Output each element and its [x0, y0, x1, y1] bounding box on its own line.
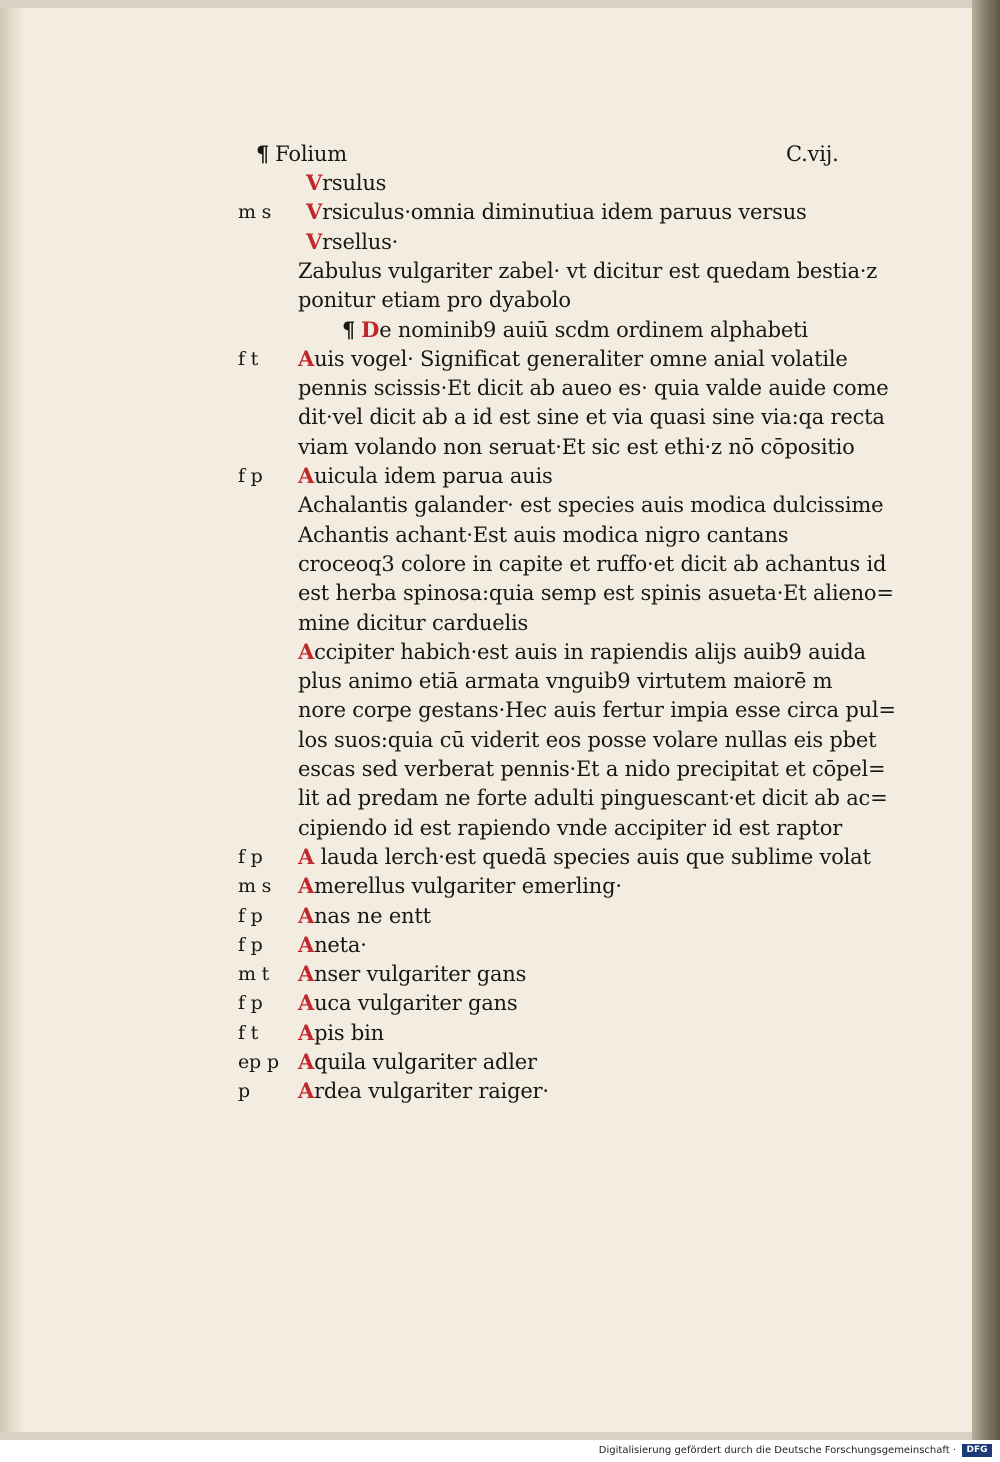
- line-body: [306, 198, 807, 226]
- line-text: rsiculus·omnia diminutiua idem paruus versus: [322, 200, 807, 225]
- line-text: los suos:quia cū viderit eos posse volare nullas eis pbet: [298, 727, 877, 752]
- line-text: uca vulgariter gans: [314, 991, 518, 1016]
- text-line: [238, 696, 896, 724]
- text-line: [238, 638, 866, 666]
- rubricated-initial: A: [298, 902, 315, 928]
- text-line: [238, 403, 885, 431]
- line-body: [298, 403, 885, 431]
- line-text: Achalantis galander· est species auis modica dulcissime: [298, 493, 884, 518]
- rubricated-initial: A: [298, 1019, 315, 1045]
- rubricated-initial: V: [306, 199, 323, 225]
- text-line: [238, 316, 858, 344]
- margin-gloss: f p: [238, 904, 263, 927]
- rubricated-initial: A: [298, 873, 315, 899]
- margin-gloss: p: [238, 1080, 250, 1103]
- line-text: lauda lerch·est quedā species auis que sublime volat: [314, 844, 871, 869]
- dfg-logo: DFG: [962, 1444, 992, 1457]
- text-line: [238, 1077, 858, 1105]
- rubricated-initial: A: [298, 931, 315, 957]
- line-text: quila vulgariter adler: [314, 1050, 537, 1074]
- rubricated-initial: A: [298, 990, 315, 1016]
- text-line: [238, 462, 858, 490]
- line-body: [342, 316, 808, 344]
- text-line: [238, 1019, 858, 1047]
- text-line: [238, 931, 858, 959]
- rubricated-initial: A: [298, 638, 315, 664]
- text-line: [238, 960, 858, 988]
- text-line: [238, 491, 884, 519]
- line-body: [298, 521, 788, 549]
- line-body: [298, 550, 886, 578]
- text-line: [238, 667, 858, 695]
- text-line: [238, 902, 858, 930]
- rubricated-initial: V: [306, 170, 323, 195]
- line-body: [298, 1077, 549, 1105]
- margin-gloss: f t: [238, 347, 259, 370]
- margin-gloss: ep p: [238, 1051, 279, 1073]
- text-line: [238, 257, 878, 285]
- line-text: pennis scissis·Et dicit ab aueo es· quia valde auide come: [298, 376, 889, 401]
- margin-gloss: f p: [238, 933, 263, 956]
- margin-gloss: f p: [238, 992, 263, 1015]
- line-text: uicula idem parua auis: [314, 464, 553, 488]
- text-line: [238, 872, 858, 900]
- line-body: [298, 1048, 537, 1076]
- funding-notice: Digitalisierung gefördert durch die Deutsche Forschungsgemeinschaft ·: [598, 1445, 956, 1456]
- line-text: rsulus: [322, 171, 387, 195]
- rubricated-initial: A: [298, 843, 315, 869]
- line-text: Achantis achant·Est auis modica nigro cantans: [298, 522, 789, 547]
- rubricated-initial: A: [298, 463, 315, 488]
- line-body: [298, 667, 832, 695]
- text-line: [238, 374, 889, 402]
- line-body: [298, 931, 367, 959]
- line-text: merellus vulgariter emerling·: [314, 874, 622, 899]
- line-body: [298, 843, 871, 871]
- line-body: [298, 960, 526, 988]
- line-text: lit ad predam ne forte adulti pinguescant·et dicit ab ac=: [298, 786, 888, 811]
- text-line: [238, 433, 858, 461]
- text-line: [238, 286, 858, 314]
- text-line: [238, 345, 858, 373]
- line-body: [298, 784, 888, 812]
- rubricated-initial: V: [306, 228, 323, 254]
- text-line: [238, 755, 886, 783]
- line-text: escas sed verberat pennis·Et a nido precipitat et cōpel=: [298, 757, 886, 781]
- margin-gloss: m s: [238, 201, 272, 224]
- text-line: [238, 609, 858, 637]
- margin-gloss: f p: [238, 845, 263, 868]
- text-line: [238, 784, 888, 812]
- line-text: est herba spinosa:quia semp est spinis asueta·Et alieno=: [298, 581, 894, 606]
- line-body: [298, 726, 876, 754]
- text-line: [238, 726, 877, 754]
- running-header-left: [256, 140, 347, 168]
- text-line: [238, 550, 887, 578]
- line-body: [298, 989, 517, 1017]
- line-body: [298, 286, 571, 314]
- line-body: [298, 696, 896, 724]
- line-text: nas ne entt: [314, 903, 431, 928]
- margin-gloss: m t: [238, 963, 270, 986]
- line-body: [298, 257, 877, 285]
- book-spine-edge: [972, 0, 1000, 1440]
- line-body: [298, 872, 622, 900]
- line-body: [298, 374, 888, 402]
- text-line: [238, 843, 871, 871]
- margin-gloss: f p: [238, 465, 263, 487]
- line-text: neta·: [314, 932, 367, 957]
- line-text: viam volando non seruat·Et sic est ethi·z nō cōpositio: [298, 434, 855, 459]
- line-body: [298, 902, 431, 930]
- line-body: [298, 345, 848, 373]
- margin-gloss: m s: [238, 875, 272, 898]
- line-body: [298, 814, 842, 842]
- pilcrow-icon: ¶: [256, 141, 270, 166]
- line-body: [306, 169, 386, 197]
- pilcrow-icon: ¶: [342, 316, 356, 342]
- line-text: croceoq3 colore in capite et ruffo·et dicit ab achantus id: [298, 551, 887, 576]
- text-line: [238, 989, 858, 1017]
- line-text: nser vulgariter gans: [314, 962, 527, 987]
- line-text: ccipiter habich·est auis in rapiendis alijs auib9 auida: [314, 639, 866, 664]
- footer-bar: [0, 1440, 1000, 1462]
- rubricated-initial: D: [361, 316, 380, 342]
- line-body: [298, 755, 885, 783]
- line-text: dit·vel dicit ab a id est sine et via quasi sine via:qa recta: [298, 405, 885, 430]
- text-line: [238, 521, 858, 549]
- rubricated-initial: A: [298, 345, 315, 371]
- line-body: [298, 638, 866, 666]
- rubricated-initial: A: [298, 1049, 315, 1074]
- rubricated-initial: A: [298, 1078, 315, 1104]
- folium-label: Folium: [275, 142, 347, 166]
- line-body: [298, 579, 894, 607]
- line-body: [298, 491, 883, 519]
- text-line: [238, 198, 858, 226]
- line-body: [298, 433, 855, 461]
- line-text: Zabulus vulgariter zabel· vt dicitur est quedam bestia·z: [298, 258, 878, 283]
- text-line: [238, 228, 858, 256]
- line-text: ponitur etiam pro dyabolo: [298, 288, 571, 313]
- line-body: [298, 462, 553, 490]
- line-text: rsellus·: [322, 229, 399, 254]
- text-line: [238, 814, 858, 842]
- line-text: pis bin: [314, 1020, 384, 1045]
- folio-number: C.vij.: [786, 142, 839, 166]
- line-text: mine dicitur carduelis: [298, 610, 529, 635]
- line-text: e nominib9 auiū scdm ordinem alphabeti: [379, 317, 808, 342]
- line-text: cipiendo id est rapiendo vnde accipiter id est raptor: [298, 815, 843, 840]
- margin-gloss: f t: [238, 1021, 259, 1044]
- rubricated-initial: A: [298, 961, 315, 987]
- text-line: [238, 579, 894, 607]
- line-body: [298, 609, 528, 637]
- text-line: [238, 169, 858, 197]
- text-line: [238, 1048, 858, 1076]
- line-body: [298, 1019, 384, 1047]
- line-text: rdea vulgariter raiger·: [314, 1079, 549, 1104]
- line-body: [306, 228, 398, 256]
- line-text: uis vogel· Significat generaliter omne anial volatile: [314, 346, 848, 371]
- line-text: plus animo etiā armata vnguib9 virtutem maiorē m: [298, 669, 833, 694]
- line-text: nore corpe gestans·Hec auis fertur impia esse circa pul=: [298, 698, 896, 723]
